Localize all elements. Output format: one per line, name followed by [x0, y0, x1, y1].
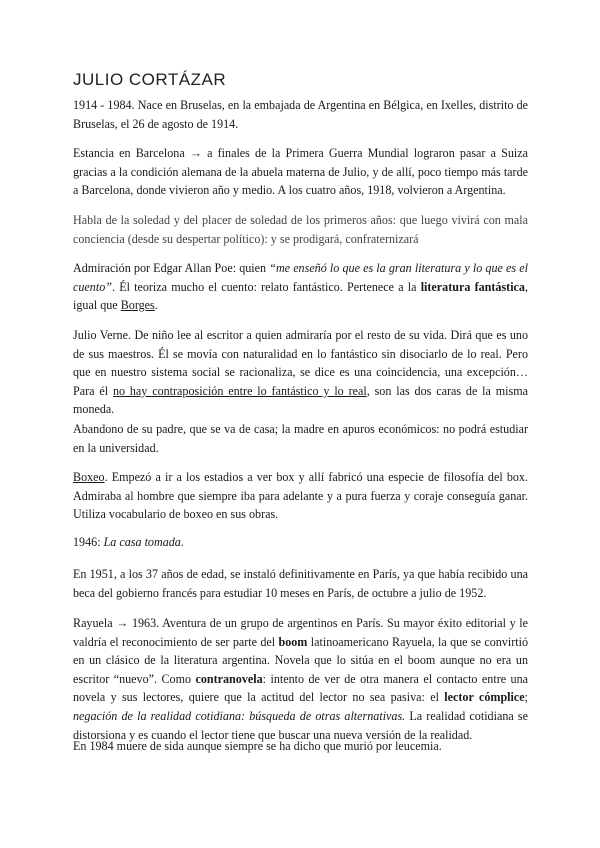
year-1946: 1946: [73, 535, 104, 549]
rayuela-text-b: latinoamericano Rayuela, la que se convirtió en un clásico de la literatura argentina. Novela que lo sitúa en el boom aunque no era un escritor “nuevo”. Como [73, 634, 528, 686]
paragraph-abandono: Abandono de su padre, que se va de casa; la madre en apuros económicos: no podrá estudiar en la universidad. [73, 422, 528, 455]
paragraph-boxeo [73, 468, 528, 524]
rayuela-text-e: La realidad cotidiana se distorsiona y es cuando el lector tiene que buscar una nueva versión de la realidad. [73, 708, 528, 742]
rayuela-italic: negación de la realidad cotidiana: búsqueda de otras alternativas. [73, 708, 406, 723]
poe-text-a: Admiración por Edgar Allan Poe: quien [73, 261, 270, 275]
literatura-fantastica-bold: literatura fantástica [420, 279, 525, 294]
document-title: JULIO CORTÁZAR [73, 70, 227, 89]
verne-underline: no hay contraposición entre lo fantástico y lo real [112, 383, 367, 398]
paragraph-birth: 1914 - 1984. Nace en Bruselas, en la embajada de Argentina en Bélgica, en Ixelles, distrito de Bruselas, el 26 de agosto de 1914. [73, 98, 528, 131]
lector-complice-bold: lector cómplice [444, 690, 525, 705]
boxeo-text: . Empezó a ir a los estadios a ver box y allí fabricó una especie de filosofía del box. Admiraba al hombre que siempre iba para adelante y a pura fuerza y coraje conseguía ganar. Utiliza vocabulario de boxeo en sus obras. [73, 470, 528, 522]
paragraph-1946 [73, 533, 528, 552]
poe-text-d: . [154, 298, 158, 313]
verne-text-a: Julio Verne. De niño lee al escritor a quien admiraría por el resto de su vida. Dirá que es uno de sus maestros. Él se movía con naturalidad en lo fantástico sin disociarlo de lo real. Pero que en nuestro sistema social se racionaliza, se dice es una coincidencia, una excepción… Para él [73, 328, 528, 398]
rayuela-text-d: ; [524, 690, 529, 705]
boxeo-underlined: Boxeo [73, 470, 105, 484]
paragraph-paris: En 1951, a los 37 años de edad, se instaló definitivamente en París, ya que había recibido una beca del gobierno francés para estudiar 10 meses en París, de octubre a julio de 1952. [73, 567, 528, 600]
poe-text-b: . Él teoriza mucho el cuento: relato fantástico. Pertenece a la [111, 279, 421, 294]
verne-text-b: , son las dos caras de la misma moneda. [73, 383, 529, 417]
paragraph-rayuela [73, 614, 528, 744]
rayuela-text-c: : intento de ver de otra manera el contacto entre una novela y sus lectores, quiere que la actitud del lector no sea pasiva: el [73, 671, 528, 705]
boom-bold: boom [278, 634, 308, 649]
poe-text-c: , igual que [73, 279, 528, 313]
borges-underlined: Borges [120, 298, 155, 313]
paragraph-soledad: Habla de la soledad y del placer de soledad de los primeros años: que luego vivirá con mala conciencia (desde su despertar político): y se prodigará, confraternizará [73, 213, 528, 246]
paragraph-verne [73, 326, 528, 419]
casa-tomada-title: La casa tomada. [103, 535, 184, 549]
paragraph-muerte: En 1984 muere de sida aunque siempre se ha dicho que murió por leucemia. [73, 739, 442, 753]
poe-quote: “me enseñó lo que es la gran literatura y lo que es el cuento” [73, 261, 528, 294]
paragraph-poe [73, 259, 528, 315]
contranovela-bold: contranovela [195, 671, 263, 686]
paragraph-barcelona: Estancia en Barcelona → a finales de la Primera Guerra Mundial lograron pasar a Suiza gracias a la condición alemana de la abuela materna de Julio, y de allí, poco tiempo más tarde a Barcelona, donde vivieron año y medio. A los cuatro años, 1918, volvieron a Argentina. [73, 146, 528, 198]
rayuela-text-a: Rayuela → 1963. Aventura de un grupo de argentinos en París. Su mayor éxito editorial y le valdría el reconocimiento de ser parte del [73, 616, 528, 649]
